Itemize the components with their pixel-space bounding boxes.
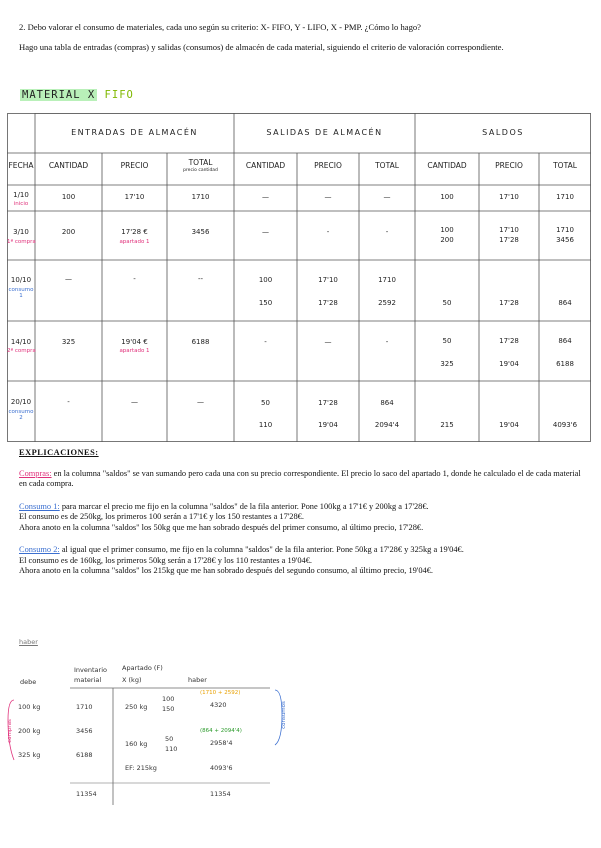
sdo-total-cell-2: 6188: [556, 360, 574, 368]
ent-precio-note: apartado 1: [119, 239, 150, 245]
sal-total-cell: —: [383, 193, 391, 201]
explanations-section: [19, 448, 584, 589]
ent-precio-cell: 17'10: [124, 193, 145, 201]
sal-precio-cell-2: 19'04: [318, 421, 338, 429]
fecha-tag: 1ª compra: [7, 239, 36, 245]
consumo2-paragraph: [19, 545, 584, 577]
sal-cantidad-cell: —: [262, 193, 269, 201]
sal-total-cell: -: [385, 228, 389, 236]
consumo1-line3: Ahora anoto en la columna "saldos" los 50kg que me han sobrado después del primer consumo, al último precio, 17'28€.: [19, 522, 424, 532]
group-header-salidas: SALIDAS DE ALMACÉN: [266, 128, 383, 137]
sketch-col-material: material: [74, 676, 102, 684]
sketch-col-apartado: Apartado (F): [122, 664, 163, 672]
compras-label: Compras:: [19, 468, 52, 478]
sdo-precio-cell: 17'10: [499, 226, 519, 234]
sal-precio-cell: 17'28: [318, 399, 338, 407]
method-label: FIFO: [104, 89, 134, 101]
question-text: 2. Debo valorar el consumo de materiales, cada uno según su criterio: X- FIFO, Y - LIFO, X - PMP. ¿Cómo lo hago?: [19, 22, 421, 32]
sketch-col-debe: debe: [20, 678, 37, 686]
sketch-consumos-tag: consumos: [280, 701, 287, 729]
sketch-c2-split-1: 50: [165, 735, 174, 743]
group-header-saldos: SALDOS: [482, 128, 524, 137]
fecha-cell: 20/10: [10, 398, 32, 406]
sal-total-cell-2: 2094'4: [374, 421, 400, 429]
ent-precio-cell: 17'28 €: [121, 228, 148, 236]
sketch-c2-note: (864 + 2094'4): [200, 728, 242, 734]
ent-total-cell: —: [197, 398, 204, 406]
sdo-cantidad-cell: 100: [440, 226, 454, 234]
compras-text: en la columna "saldos" se van sumando pero cada una con su precio correspondiente. El precio lo saco del apartado 1, donde he calculado el de cada material en cada compra.: [19, 468, 581, 488]
sketch-c1-total: 4320: [210, 701, 227, 709]
sketch-debe-1: 100 kg: [18, 703, 41, 711]
fecha-cell: 1/10: [13, 191, 29, 199]
ent-total-cell: --: [197, 275, 204, 283]
sal-cantidad-cell-2: 110: [258, 421, 273, 429]
ent-precio-cell: —: [131, 398, 138, 406]
sdo-precio-cell: 17'28: [499, 299, 519, 307]
ent-cantidad-cell: 325: [61, 338, 76, 346]
fecha-tag: consumo 1: [8, 287, 34, 299]
consumo2-line1: al igual que el primer consumo, me fijo en la columna "saldos" de la fila anterior. Pone 50kg a 17'28€ y 325kg a 19'04€.: [59, 545, 464, 554]
ent-total-cell: 1710: [191, 193, 210, 201]
group-header-entradas: ENTRADAS DE ALMACÉN: [71, 128, 198, 137]
ent-precio-cell: -: [133, 275, 136, 283]
sal-cantidad-cell: -: [264, 338, 267, 346]
fecha-cell: 10/10: [10, 276, 32, 284]
sal-precio-cell: —: [324, 338, 332, 346]
ent-cantidad-cell: 100: [61, 193, 76, 201]
consumo1-paragraph: [19, 502, 584, 534]
material-title: [20, 89, 134, 101]
col-header-sdo-total: TOTAL: [553, 161, 577, 170]
sketch-c2-split-2: 110: [165, 745, 178, 753]
sketch-inv-3: 6188: [76, 751, 93, 759]
ent-total-cell: 3456: [191, 228, 210, 236]
sketch-c1-kg: 250 kg: [125, 703, 148, 711]
sdo-precio-cell: 17'28: [499, 337, 519, 345]
sdo-total-cell: 864: [558, 299, 572, 307]
explanations-title: EXPLICACIONES:: [19, 448, 99, 457]
sdo-precio-cell: 19'04: [499, 421, 519, 429]
col-header-sal-total: TOTAL: [375, 161, 399, 170]
sketch-c1-split-2: 150: [162, 705, 175, 713]
sdo-precio-cell-2: 19'04: [499, 360, 519, 368]
sal-total-cell: 864: [380, 399, 394, 407]
col-header-ent-cantidad: CANTIDAD: [48, 161, 89, 170]
sketch-c2-total: 2958'4: [210, 739, 233, 747]
sketch-debe-2: 200 kg: [18, 727, 41, 735]
sal-precio-cell: -: [326, 228, 330, 236]
col-header-sal-cantidad: CANTIDAD: [245, 161, 286, 170]
sdo-total-cell: 864: [558, 337, 572, 345]
sketch-sum-left: 11354: [76, 790, 97, 798]
fecha-tag: consumo 2: [8, 409, 34, 421]
sketch-debe-3: 325 kg: [18, 751, 41, 759]
consumo1-line1: para marcar el precio me fijo en la columna "saldos" de la fila anterior. Pone 100kg a 17'1€ y 200kg a 17'28€.: [59, 501, 429, 511]
sal-precio-cell: 17'10: [318, 276, 338, 284]
sketch-c2-kg: 160 kg: [125, 740, 148, 748]
sketch-inv-1: 1710: [76, 703, 93, 711]
sdo-cantidad-cell-2: 325: [440, 360, 454, 368]
col-header-sal-precio: PRECIO: [314, 161, 342, 170]
sketch-col-inventario: Inventario: [74, 666, 107, 674]
fecha-tag: 2ª compra: [7, 348, 36, 354]
sal-total-cell: 1710: [378, 276, 396, 284]
sketch-col-xkg: X (kg): [122, 676, 142, 684]
sketch-c1-note: (1710 + 2592): [200, 690, 241, 696]
exercise-header: [19, 22, 579, 61]
sdo-cantidad-cell-2: 200: [440, 236, 454, 244]
fecha-cell: 3/10: [13, 228, 29, 236]
sketch-heading: haber: [19, 638, 38, 646]
col-header-total-note: precio cantidad: [183, 168, 218, 173]
col-header-ent-total: TOTAL: [188, 158, 213, 167]
fecha-cell: 14/10: [10, 338, 32, 346]
sdo-precio-cell: 17'10: [499, 193, 519, 201]
sdo-cantidad-cell: 100: [440, 193, 454, 201]
answer-text: Hago una tabla de entradas (compras) y salidas (consumos) de almacén de cada material, siguiendo el criterio de valoración correspondiente.: [19, 41, 504, 52]
sketch-ef-value: 4093'6: [210, 764, 233, 772]
consumo1-line2: El consumo es de 250kg, los primeros 100 serán a 17'1€ y los 150 restantes a 17'28€.: [19, 512, 304, 521]
consumo2-label: Consumo 2:: [19, 545, 60, 554]
sdo-precio-cell-2: 17'28: [499, 236, 519, 244]
consumo1-label: Consumo 1:: [19, 501, 60, 511]
sal-total-cell-2: 2592: [378, 299, 396, 307]
ent-cantidad-cell: —: [65, 275, 72, 283]
col-header-ent-precio: PRECIO: [120, 161, 149, 170]
sal-cantidad-cell-2: 150: [258, 299, 273, 307]
sketch-ef: EF: 215kg: [125, 764, 157, 772]
sal-cantidad-cell: —: [262, 228, 269, 236]
sal-cantidad-cell: 50: [261, 399, 270, 407]
sdo-cantidad-cell: 215: [440, 421, 454, 429]
ent-cantidad-cell: -: [67, 398, 70, 406]
col-header-sdo-precio: PRECIO: [495, 161, 523, 170]
consumo2-line2: El consumo es de 160kg, los primeros 50kg serán a 17'28€ y los 110 restantes a 19'04€.: [19, 555, 312, 565]
sal-precio-cell-2: 17'28: [318, 299, 338, 307]
ent-cantidad-cell: 200: [61, 228, 76, 236]
sal-total-cell: -: [385, 338, 389, 346]
sketch-inv-2: 3456: [76, 727, 93, 735]
sal-precio-cell: —: [324, 193, 332, 201]
sdo-total-cell-2: 3456: [556, 236, 574, 244]
sdo-cantidad-cell: 50: [442, 299, 452, 307]
sketch-compras-tag: compras: [6, 719, 13, 743]
consumo2-line3: Ahora anoto en la columna "saldos" los 215kg que me han sobrado después del segundo consumo, al último precio, 19'04€.: [19, 566, 433, 575]
col-header-fecha: FECHA: [8, 161, 34, 170]
sdo-total-cell: 1710: [556, 226, 574, 234]
col-header-sdo-cantidad: CANTIDAD: [427, 161, 467, 170]
sdo-cantidad-cell: 50: [442, 337, 452, 345]
sdo-total-cell: 4093'6: [552, 421, 578, 429]
fifo-table: [7, 113, 591, 442]
sketch-c1-split-1: 100: [162, 695, 175, 703]
sdo-total-cell: 1710: [556, 193, 574, 201]
compras-paragraph: [19, 469, 584, 490]
ent-precio-cell: 19'04 €: [121, 338, 148, 346]
sketch-col-haber: haber: [188, 676, 207, 684]
sal-cantidad-cell: 100: [258, 276, 273, 284]
ent-precio-note: apartado 1: [119, 348, 150, 354]
sketch-sum-right: 11354: [210, 790, 231, 798]
ent-total-cell: 6188: [191, 338, 210, 346]
fecha-tag: inicio: [13, 201, 29, 207]
material-label: MATERIAL X: [22, 89, 96, 101]
